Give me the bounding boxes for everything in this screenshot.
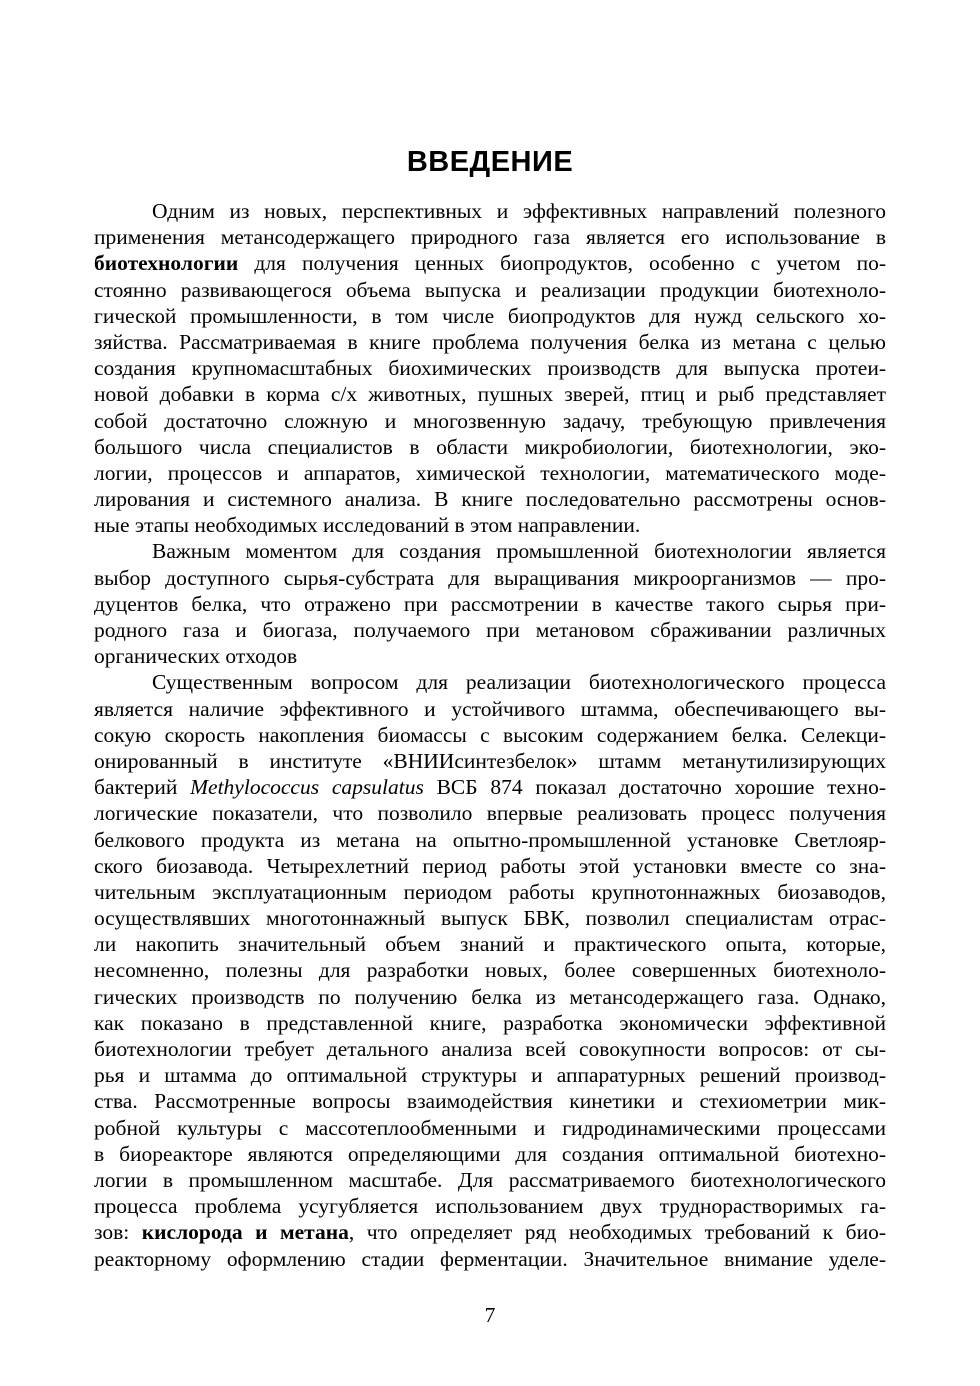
text-run: Существенным вопросом для реализации биотехнологического процесса (152, 670, 886, 695)
text-line (94, 434, 886, 460)
text-line (94, 381, 886, 407)
text-line (94, 643, 886, 669)
paragraph (94, 538, 886, 669)
text-run: Одним из новых, перспективных и эффективных направлений полезного (152, 199, 886, 223)
text-run: зов: (94, 1220, 142, 1245)
text-run: логии в промышленном масштабе. Для рассматриваемого биотехнологического (94, 1167, 886, 1192)
text-line (94, 1088, 886, 1114)
text-run: онированный в институте «ВНИИсинтезбелок» штамм метанутилизирующих (94, 748, 886, 773)
text-line (94, 1036, 886, 1062)
text-run: Важным моментом для создания промышленной биотехнологии является (152, 539, 886, 564)
text-run: рья и штамма до оптимальной структуры и аппаратурных решений производ- (94, 1063, 886, 1088)
text-run: зяйства. Рассматриваемая в книге проблема получения белка из метана с целью (94, 329, 886, 354)
text-run: бактерий (94, 775, 191, 800)
text-line (94, 1115, 886, 1141)
text-line (94, 1219, 886, 1245)
text-line (94, 748, 886, 774)
text-line (94, 853, 886, 879)
text-run: родного газа и биогаза, получаемого при метановом сбраживании различных (94, 618, 886, 642)
text-run: создания крупномасштабных биохимических производств для выпуска протеи- (94, 356, 886, 381)
text-run: реакторному оформлению стадии ферментации. Значительное внимание уделе- (94, 1246, 886, 1271)
text-line (94, 591, 886, 617)
text-line (94, 1010, 886, 1036)
text-run: робной культуры с массотеплообменными и гидродинамическими процессами (94, 1115, 886, 1140)
text-run: биотехнологии требует детального анализа всей совокупности вопросов: от сы- (94, 1037, 886, 1061)
text-line (94, 224, 886, 250)
text-run: лирования и системного анализа. В книге последовательно рассмотрены основ- (94, 487, 886, 512)
text-run: логии, процессов и аппаратов, химической технологии, математического моде- (94, 460, 886, 485)
bold-term: кислорода и метана (141, 1220, 349, 1245)
chapter-title: ВВЕДЕНИЕ (406, 146, 574, 178)
italic-term: Methylococcus capsulatus (190, 775, 424, 800)
text-run: как показано в представленной книге, разработка экономически эффективной (94, 1010, 886, 1035)
text-run: стоянно развивающегося объема выпуска и реализации продукции биотехноло- (94, 277, 886, 302)
text-run: гической промышленности, в том числе биопродуктов для нужд сельского хо- (94, 303, 886, 328)
text-run: собой достаточно сложную и многозвенную задачу, требующую привлечения (94, 408, 886, 433)
text-run: ВСБ 874 показал достаточно хорошие техно- (423, 775, 886, 800)
text-line (94, 303, 886, 329)
text-line (94, 957, 886, 983)
text-run: несомненно, полезны для разработки новых, более совершенных биотехноло- (94, 958, 886, 983)
document-page (94, 0, 886, 1386)
text-line (94, 905, 886, 931)
text-run: ные этапы необходимых исследований в этом направлении. (94, 513, 641, 538)
text-line (94, 486, 886, 512)
text-line (94, 931, 886, 957)
text-line (94, 329, 886, 355)
text-run: в биореакторе являются определяющими для создания оптимальной биотехно- (94, 1141, 886, 1166)
text-run: выбор доступного сырья-субстрата для выращивания микроорганизмов — про- (94, 565, 886, 590)
text-line (94, 1246, 886, 1272)
text-line (94, 460, 886, 486)
text-run: является наличие эффективного и устойчивого штамма, обеспечивающего вы- (94, 696, 886, 721)
text-run: ства. Рассмотренные вопросы взаимодействия кинетики и стехиометрии мик- (94, 1089, 886, 1114)
text-line (94, 565, 886, 591)
text-run: процесса проблема усугубляется использованием двух труднорастворимых га- (94, 1194, 886, 1219)
text-run: новой добавки в корма с/х животных, пушных зверей, птиц и рыб представляет (94, 382, 886, 407)
text-run: чительным эксплуатационным периодом работы крупнотоннажных биозаводов, (94, 879, 886, 904)
text-run: осуществлявших многотоннажный выпуск БВК, позволил специалистам отрас- (94, 906, 886, 931)
text-line (94, 984, 886, 1010)
text-line (94, 669, 886, 695)
bold-term: биотехнологии (94, 251, 239, 276)
text-line (94, 1141, 886, 1167)
text-line (94, 827, 886, 853)
text-run: логические показатели, что позволило впервые реализовать процесс получения (94, 801, 886, 826)
text-run: ли накопить значительный объем знаний и практического опыта, которые, (94, 932, 886, 957)
text-line (94, 774, 886, 800)
text-run: белкового продукта из метана на опытно-промышленной установке Светлояр- (94, 827, 886, 852)
paragraph (94, 198, 886, 538)
text-line (94, 696, 886, 722)
text-run: ского биозавода. Четырехлетний период работы этой установки вместе со зна- (94, 853, 886, 878)
text-line (94, 1193, 886, 1219)
text-run: применения метансодержащего природного газа является его использование в (94, 225, 886, 250)
text-line (94, 355, 886, 381)
page-number: 7 (484, 1303, 496, 1327)
text-line (94, 277, 886, 303)
paragraph (94, 669, 886, 1271)
text-run: большого числа специалистов в области микробиологии, биотехнологии, эко- (94, 434, 886, 459)
text-line (94, 879, 886, 905)
text-run: , что определяет ряд необходимых требований к био- (348, 1220, 886, 1245)
text-run: для получения ценных биопродуктов, особенно с учетом по- (238, 251, 886, 276)
text-line (94, 1167, 886, 1193)
text-run: дуцентов белка, что отражено при рассмотрении в качестве такого сырья при- (94, 591, 886, 616)
body-text (94, 198, 886, 1272)
text-line (94, 617, 886, 643)
text-line (94, 538, 886, 564)
text-line (94, 722, 886, 748)
text-line (94, 198, 886, 224)
text-line (94, 512, 886, 538)
text-run: органических отходов (94, 644, 298, 669)
text-run: гических производств по получению белка из метансодержащего газа. Однако, (94, 984, 886, 1009)
text-line (94, 1062, 886, 1088)
text-line (94, 250, 886, 276)
text-line (94, 800, 886, 826)
text-line (94, 408, 886, 434)
text-run: сокую скорость накопления биомассы с высоким содержанием белка. Селекци- (94, 722, 886, 747)
